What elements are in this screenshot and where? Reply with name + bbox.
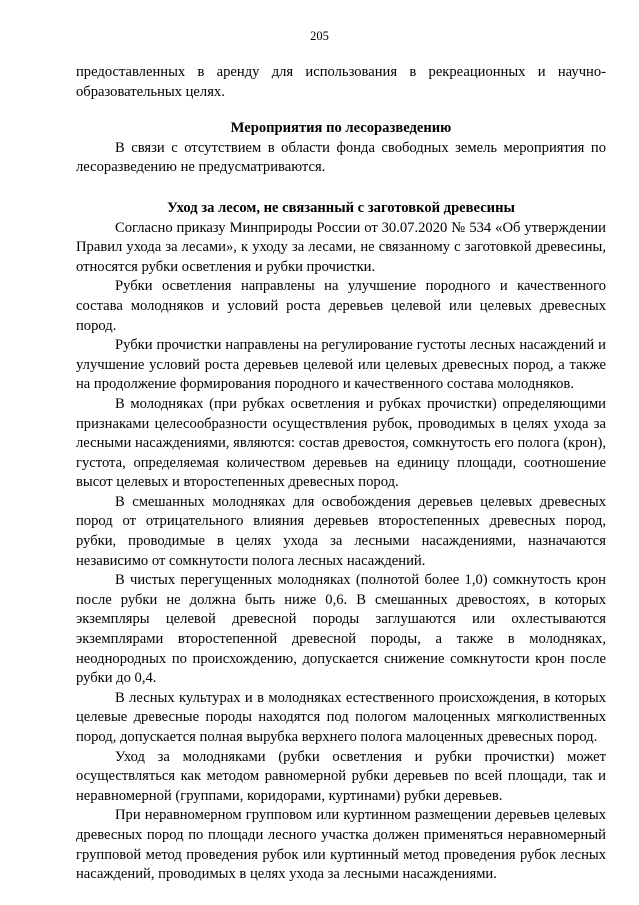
paragraph-forest-care-4: В молодняках (при рубках осветления и рубках прочистки) определяющими признаками целесообразности осуществления рубок, проводимых в целях ухода за лесными насаждениями, являются: состав древостоя, сомкнутость его полога (крон), густота, определяемая количеством деревьев на единицу площади, соотношение высот целевых и второстепенных древесных пород. (76, 395, 606, 491)
heading-reforestation: Мероприятия по лесоразведению (230, 120, 452, 137)
paragraph-forest-care-8: Уход за молодняками (рубки осветления и рубки прочистки) может осуществляться как методом равномерной рубки деревьев по всей площади, так и неравномерной (группами, коридорами, куртинами) рубки деревьев. (76, 748, 606, 804)
paragraph-forest-care-3: Рубки прочистки направлены на регулирование густоты лесных насаждений и улучшение условий роста деревьев целевой или целевых древесных пород, а также на продолжение формирования породного и качественного состава молодняков. (76, 337, 606, 393)
continuation-paragraph: предоставленных в аренду для использования в рекреационных и научно-образовательных целях. (76, 64, 606, 100)
paragraph-reforestation: В связи с отсутствием в области фонда свободных земель мероприятия по лесоразведению не предусматриваются. (76, 139, 606, 176)
paragraph-forest-care-6: В чистых перегущенных молодняках (полнотой более 1,0) сомкнутость крон после рубки не должна быть ниже 0,6. В смешанных древостоях, в которых экземпляры целевой древесной породы заглушаются или охлестываются экземплярами второстепенной древесной породы, а также в молодняках, неоднородных по происхождению, допускается снижение сомкнутости крон после рубки до 0,4. (76, 572, 606, 687)
page-number: 205 (310, 29, 329, 43)
heading-forest-care: Уход за лесом, не связанный с заготовкой древесины (167, 199, 515, 216)
paragraph-forest-care-2: Рубки осветления направлены на улучшение породного и качественного состава молодняков и условий роста деревьев целевой или целевых древесных пород. (76, 278, 606, 334)
paragraph-forest-care-7: В лесных культурах и в молодняках естественного происхождения, в которых целевые древесные породы находятся под пологом малоценных мягколиственных пород, допускается полная вырубка верхнего полога малоценных древесных пород. (76, 689, 606, 745)
paragraph-forest-care-5: В смешанных молодняках для освобождения деревьев целевых древесных пород от отрицательного влияния деревьев второстепенных древесных пород, рубки, проводимые в целях ухода за лесными насаждениями, назначаются независимо от сомкнутости полога лесных насаждений. (76, 493, 606, 569)
paragraph-forest-care-9: При неравномерном групповом или куртинном размещении деревьев целевых древесных пород по площади лесного участка должен применяться неравномерный групповой метод проведения рубок или куртинный метод проведения рубок лесных насаждений, проводимых в целях ухода за лесными насаждениями. (76, 807, 606, 883)
document-body (76, 63, 606, 885)
paragraph-forest-care-1: Согласно приказу Минприроды России от 30.07.2020 № 534 «Об утверждении Правил ухода за лесами», к уходу за лесами, не связанному с заготовкой древесины, относятся рубки осветления и рубки прочистки. (76, 219, 606, 275)
